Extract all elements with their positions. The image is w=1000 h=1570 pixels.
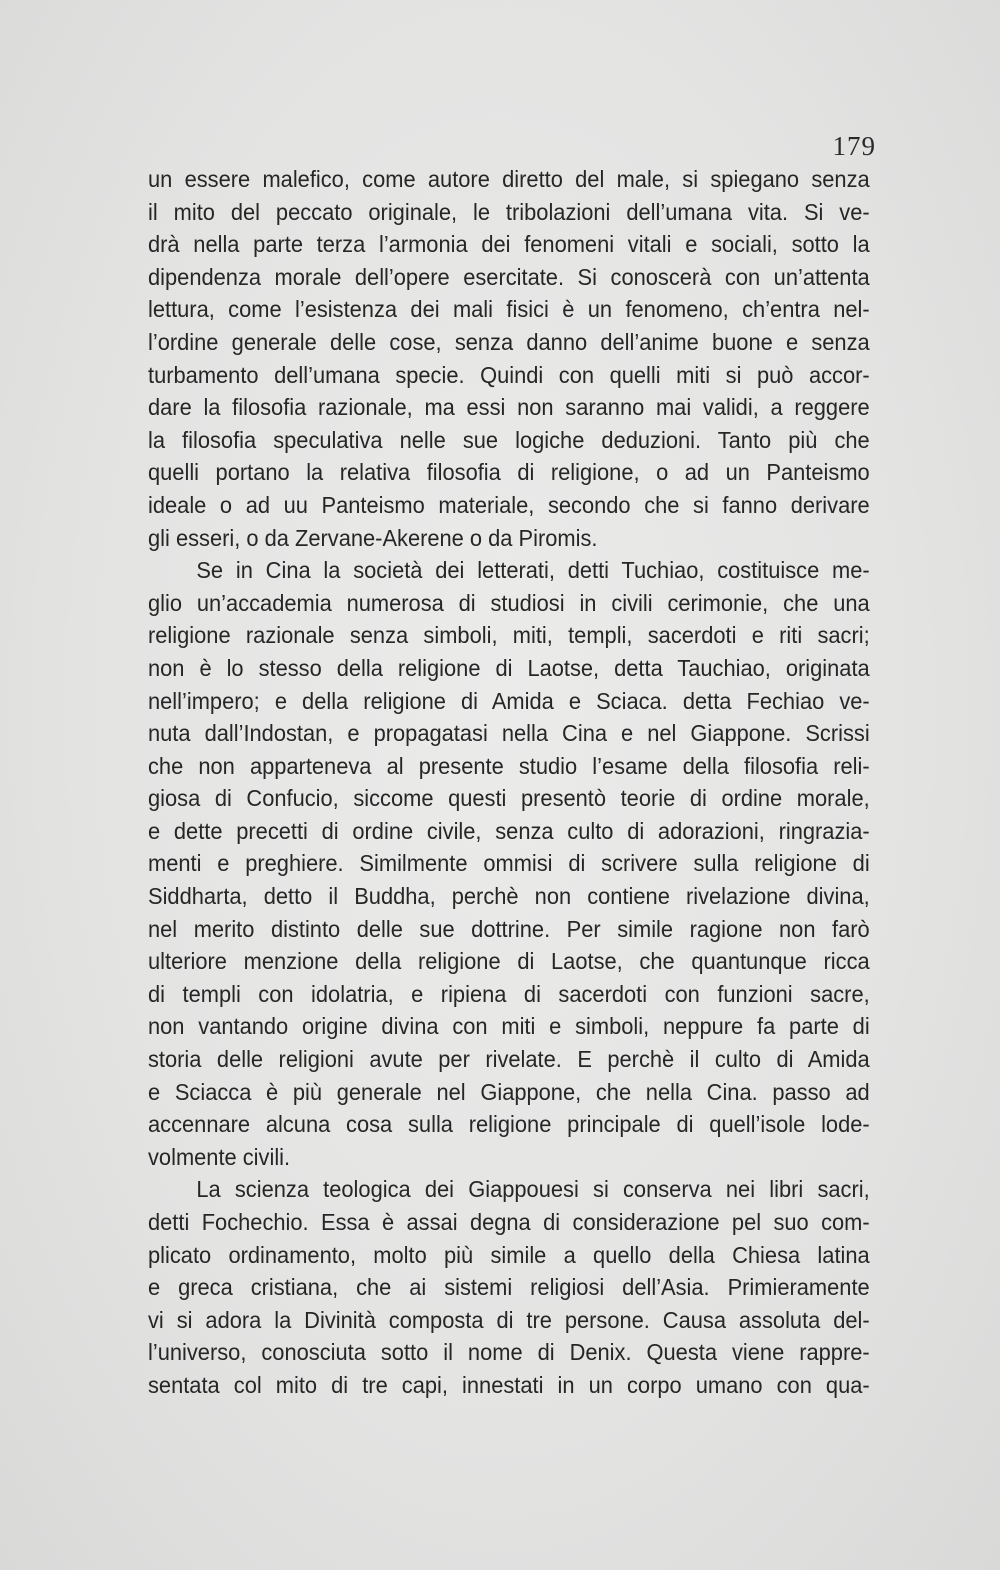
text-line: La scienza teologica dei Giappouesi si conserva nei libri sacri, bbox=[196, 1176, 870, 1203]
text-line: nel merito distinto delle sue dottrine. Per simile ragione non farò bbox=[148, 915, 870, 942]
text-line: e greca cristiana, che ai sistemi religiosi dell’Asia. Primieramente bbox=[148, 1274, 870, 1301]
text-line: la filosofia speculativa nelle sue logiche deduzioni. Tanto più che bbox=[148, 426, 870, 453]
text-line: nell’impero; e della religione di Amida e Sciaca. detta Fechiao ve- bbox=[148, 687, 870, 714]
text-line: accennare alcuna cosa sulla religione principale di quell’isole lode- bbox=[148, 1111, 870, 1138]
text-line: glio un’accademia numerosa di studiosi in civili cerimonie, che una bbox=[148, 589, 870, 616]
text-line: Se in Cina la società dei letterati, detti Tuchiao, costituisce me- bbox=[196, 557, 870, 584]
text-line: di templi con idolatria, e ripiena di sacerdoti con funzioni sacre, bbox=[148, 980, 870, 1007]
text-line: non è lo stesso della religione di Laotse, detta Tauchiao, originata bbox=[148, 654, 870, 681]
text-line: il mito del peccato originale, le tribolazioni dell’umana vita. Si ve- bbox=[148, 198, 870, 225]
text-line: vi si adora la Divinità composta di tre persone. Causa assoluta del- bbox=[148, 1306, 870, 1333]
text-line: l’universo, conosciuta sotto il nome di Denix. Questa viene rappre- bbox=[148, 1339, 870, 1366]
text-line: menti e preghiere. Similmente ommisi di scrivere sulla religione di bbox=[148, 850, 870, 877]
text-line: plicato ordinamento, molto più simile a quello della Chiesa latina bbox=[148, 1241, 870, 1268]
text-line: storia delle religioni avute per rivelate. E perchè il culto di Amida bbox=[148, 1046, 870, 1073]
text-line: l’ordine generale delle cose, senza danno dell’anime buone e senza bbox=[148, 328, 870, 355]
text-line: sentata col mito di tre capi, innestati in un corpo umano con qua- bbox=[148, 1371, 870, 1398]
text-line: e dette precetti di ordine civile, senza culto di adorazioni, ringrazia- bbox=[148, 817, 870, 844]
text-line: che non apparteneva al presente studio l’esame della filosofia reli- bbox=[148, 752, 870, 779]
text-line: gli esseri, o da Zervane-Akerene o da Piromis. bbox=[148, 524, 598, 551]
text-line: ulteriore menzione della religione di Laotse, che quantunque ricca bbox=[148, 948, 870, 975]
text-line: detti Fochechio. Essa è assai degna di considerazione pel suo com- bbox=[148, 1209, 870, 1235]
text-line: e Sciacca è più generale nel Giappone, che nella Cina. passo ad bbox=[148, 1078, 870, 1105]
text-line: non vantando origine divina con miti e simboli, neppure fa parte di bbox=[148, 1013, 870, 1040]
text-line: Siddharta, detto il Buddha, perchè non contiene rivelazione divina, bbox=[148, 883, 870, 910]
text-line: volmente civili. bbox=[148, 1143, 291, 1170]
text-line: nuta dall’Indostan, e propagatasi nella Cina e nel Giappone. Scrissi bbox=[148, 720, 870, 747]
text-line: giosa di Confucio, siccome questi presentò teorie di ordine morale, bbox=[148, 785, 870, 812]
text-line: dipendenza morale dell’opere esercitate. Si conoscerà con un’attenta bbox=[148, 263, 870, 290]
text-line: quelli portano la relativa filosofia di religione, o ad un Panteismo bbox=[148, 459, 870, 486]
text-line: turbamento dell’umana specie. Quindi con quelli miti si può accor- bbox=[148, 361, 870, 388]
text-line: ideale o ad uu Panteismo materiale, secondo che si fanno derivare bbox=[148, 491, 870, 518]
text-line: drà nella parte terza l’armonia dei fenomeni vitali e sociali, sotto la bbox=[148, 231, 870, 258]
text-line: religione razionale senza simboli, miti, templi, sacerdoti e riti sacri; bbox=[148, 622, 870, 649]
body-text bbox=[148, 163, 870, 1402]
text-line: un essere malefico, come autore diretto del male, si spiegano senza bbox=[148, 166, 870, 192]
page-number: 179 bbox=[832, 131, 876, 161]
text-line: dare la filosofia razionale, ma essi non saranno mai validi, a reggere bbox=[148, 394, 870, 421]
text-line: lettura, come l’esistenza dei mali fisici è un fenomeno, ch’entra nel- bbox=[148, 296, 870, 323]
